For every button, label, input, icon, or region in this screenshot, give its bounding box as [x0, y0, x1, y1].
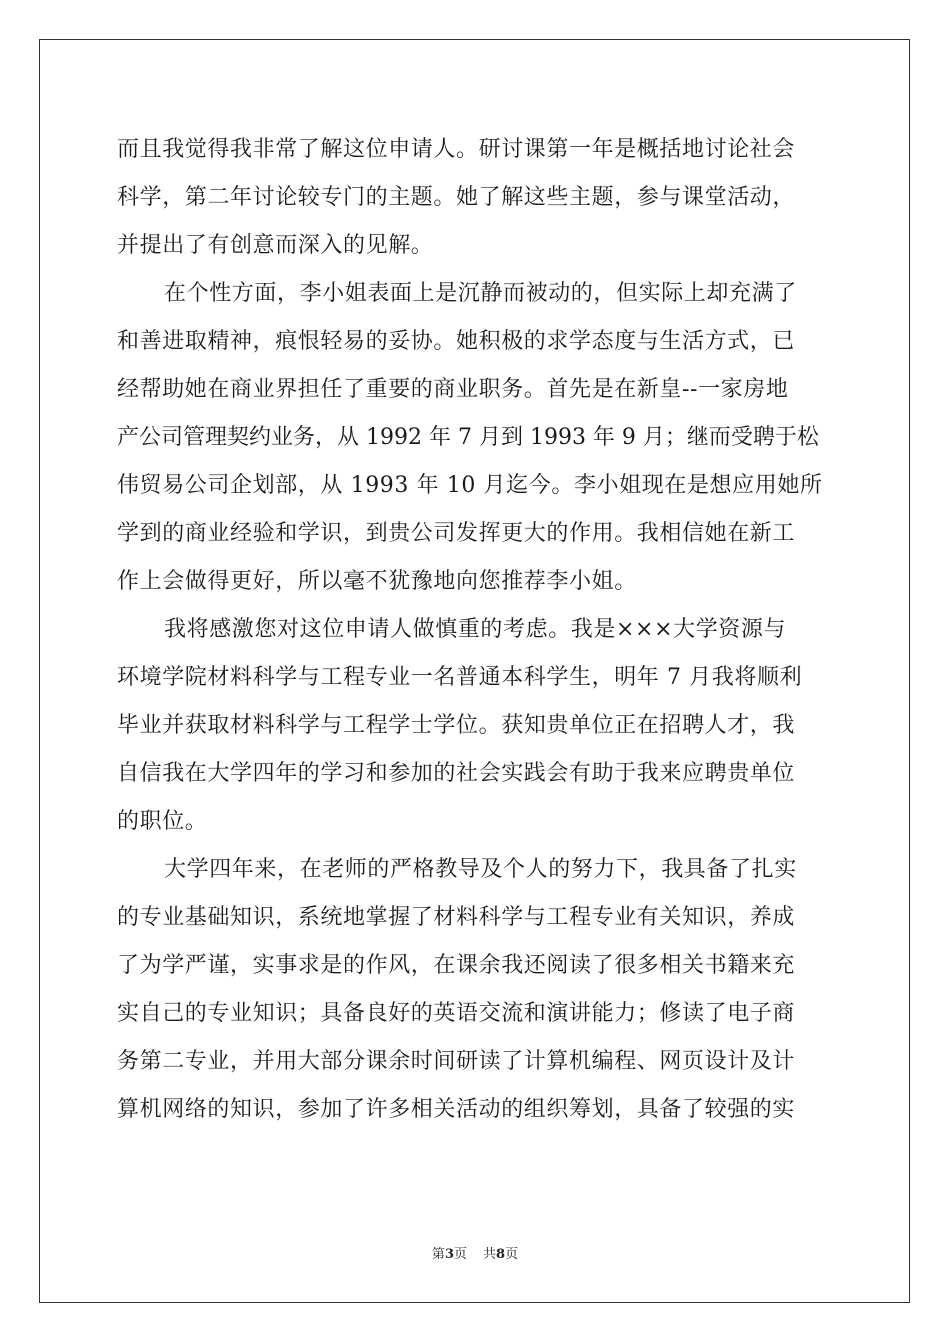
text-line: 我将感激您对这位申请人做慎重的考虑。我是×××大学资源与 — [164, 617, 787, 642]
total-pages-prefix: 共 — [483, 1247, 497, 1262]
total-pages-suffix: 页 — [505, 1247, 519, 1262]
text-line: 科学，第二年讨论较专门的主题。她了解这些主题，参与课堂活动， — [117, 185, 796, 210]
text-line: 务第二专业，并用大部分课余时间研读了计算机编程、网页设计及计 — [117, 1049, 796, 1074]
text-line: 在个性方面，李小姐表面上是沉静而被动的，但实际上却充满了 — [164, 281, 797, 306]
text-line: 环境学院材料科学与工程专业一名普通本科学生，明年 7 月我将顺利 — [117, 665, 803, 690]
text-line: 学到的商业经验和学识，到贵公司发挥更大的作用。我相信她在新工 — [117, 521, 796, 546]
text-line: 经帮助她在商业界担任了重要的商业职务。首先是在新皇--一家房地 — [117, 377, 789, 402]
page-number-suffix: 页 — [453, 1247, 467, 1262]
document-body — [117, 126, 837, 1134]
text-line: 的职位。 — [117, 809, 208, 834]
text-line: 毕业并获取材料科学与工程学士学位。获知贵单位正在招聘人才，我 — [117, 713, 796, 738]
text-line: 实自己的专业知识；具备良好的英语交流和演讲能力；修读了电子商 — [117, 1001, 796, 1026]
page-footer — [0, 1246, 950, 1264]
text-line: 和善进取精神，痕恨轻易的妥协。她积极的求学态度与生活方式，已 — [117, 329, 796, 354]
text-line: 大学四年来，在老师的严格教导及个人的努力下，我具备了扎实 — [164, 857, 797, 882]
text-line: 的专业基础知识，系统地掌握了材料科学与工程专业有关知识，养成 — [117, 905, 796, 930]
page-number-prefix: 第 — [431, 1247, 445, 1262]
text-line: 作上会做得更好，所以毫不犹豫地向您推荐李小姐。 — [117, 569, 637, 594]
text-line: 了为学严谨，实事求是的作风，在课余我还阅读了很多相关书籍来充 — [117, 953, 796, 978]
text-line: 算机网络的知识，参加了许多相关活动的组织筹划，具备了较强的实 — [117, 1097, 796, 1122]
current-page-number: 3 — [444, 1247, 454, 1262]
text-line: 产公司管理契约业务，从 1992 年 7 月到 1993 年 9 月；继而受聘于松 — [117, 425, 819, 450]
text-line: 并提出了有创意而深入的见解。 — [117, 233, 434, 258]
text-line: 自信我在大学四年的学习和参加的社会实践会有助于我来应聘贵单位 — [117, 761, 796, 786]
text-line: 伟贸易公司企划部，从 1993 年 10 月迄今。李小姐现在是想应用她所 — [117, 473, 823, 498]
total-pages-number: 8 — [496, 1247, 506, 1262]
text-line: 而且我觉得我非常了解这位申请人。研讨课第一年是概括地讨论社会 — [117, 137, 796, 162]
